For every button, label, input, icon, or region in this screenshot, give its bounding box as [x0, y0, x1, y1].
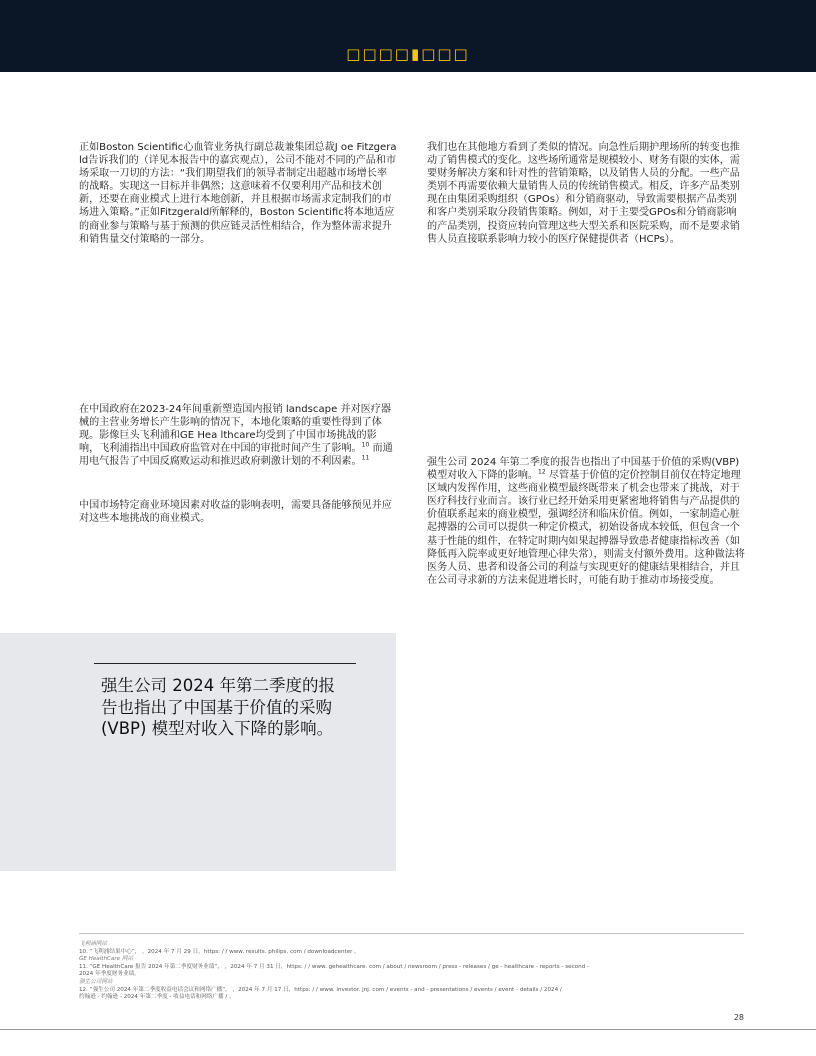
footnote-divider — [79, 933, 744, 934]
china-text-b: 而通用电气报告了中国反腐败运动和推迟政府刺激计划的不利因素。 — [79, 443, 393, 468]
footnote-11-continued: 2024 年季度财务业绩。 — [79, 971, 140, 978]
body-paragraph-sales-model: 我们也在其他地方看到了类似的情况。向急性后期护理场所的转变也推动了销售模式的变化。这些场所通常是规模较小、财务有限的实体，需要财务解决方案和针对性的营销策略，以及销售人员的分配。一些产品类别不再需要依赖大量销售人员的传统销售模式。相反，许多产品类别现在由集团采购组织（GPOs）和分销商驱动，导致需要根据产品类别和客户类别采取分段销售策略。例如，对于主要受GPOs和分销商影响的产品类别，投资应转向管理这些大型关系和医院采购，而不是要求销售人员直接联系影响力较小的医疗保健提供者（HCPs）。 — [427, 142, 740, 245]
footnote-12[interactable]: 12. “强生公司 2024 年第二季度收益电话会议和网络广播”， ，2024 年 7 月 17 日，https: / / www. investor. jnj. com / events - and - presentations / events / event - details / 2024 / — [79, 986, 562, 993]
footnote-source-jnj: 强生公司网站 — [79, 978, 113, 985]
footnote-12-continued: 约翰逊 - 约翰逊 - 2024 年第二季度 - 收益电话和网络广播 / 。 — [79, 994, 235, 1001]
footnote-ref-11[interactable]: 11 — [361, 455, 370, 463]
pull-quote-text: 强生公司 2024 年第二季度的报告也指出了中国基于价值的采购(VBP) 模型对收入下降的影响。 — [101, 676, 335, 738]
body-paragraph-china-reimbursement — [79, 403, 393, 468]
footer-rule — [0, 1029, 816, 1030]
body-paragraph-china-business-model: 中国市场特定商业环境因素对收益的影响表明，需要具备能够预见并应对这些本地挑战的商业模式。 — [79, 500, 392, 525]
footnote-11[interactable]: 11. “GE HealthCare 报告 2024 年第二季度财务业绩”， ，2024 年 7 月 31 日，https: / / www. gehealthcare. com / about / newsroom / press - releases / ge - healthcare - reports - second - — [79, 963, 589, 970]
footnote-source-ge: GE HealthCare 网站 — [79, 956, 134, 963]
jnj-text-b: 尽管基于价值的定价控制目前仅在特定地理区域内发挥作用，这些商业模型最终既带来了机会也带来了挑战，对于医疗科技行业而言。该行业已经开始采用更紧密地将销售与产品提供的价值联系起来的商业模型，强调经济和临床价值。例如，一家制造心脏起搏器的公司可以提供一种定价模式，初始设备成本较低，但包含一个基于性能的组件，在特定时期内如果起搏器导致患者健康指标改善（如降低再入院率或更好地管理心律失常），则需支付额外费用。这种做法将医务人员、患者和设备公司的利益与实现更好的健康结果相结合，并且在公司寻求新的方法来促进增长时，可能有助于推动市场接受度。 — [427, 470, 745, 586]
footnote-source-philips: 飞利浦网站 — [79, 941, 107, 947]
body-paragraph-jnj-vbp — [427, 456, 745, 587]
footnotes — [79, 941, 744, 1002]
body-paragraph-boston-scientific: 正如Boston Scientific心血管业务执行副总裁兼集团总裁J oe Fitzgerald告诉我们的（详见本报告中的嘉宾观点），公司不能对不同的产品和市场采取一刀切的方法：“我们期望我们的领导者制定出超越市场增长率的战略。实现这一目标并非偶然；这意味着不仅要利用产品和技术创新，还要在商业模式上进行本地创新，并且根据市场需求定制我们的市场进入策略。”正如Fitzgerald所解释的，Boston Scientific将本地适应的商业参与策略与基于预测的供应链灵活性相结合，作为整体需求提升和销售量交付策略的一部分。 — [79, 142, 397, 245]
section-title: □□□□▮□□□ — [346, 45, 470, 63]
footnote-ref-10[interactable]: 10 — [361, 441, 370, 449]
page-number: 28 — [733, 1013, 744, 1022]
top-banner — [0, 0, 816, 72]
china-text-a: 在中国政府在2023-24年间重新塑造国内报销 landscape 并对医疗器械的主营业务增长产生影响的情况下，本地化策略的重要性得到了体现。影像巨头飞利浦和GE Hea lthcare均受到了中国市场挑战的影响，飞利浦指出中国政府监管对在中国的审批时间产生了影响。 — [79, 404, 391, 455]
footnote-ref-12[interactable]: 12 — [538, 468, 546, 476]
jnj-text-a: 强生公司 2024 年第二季度的报告也指出了中国基于价值的采购(VBP) 模型对收入下降的影响。 — [427, 457, 740, 482]
pull-quote-box — [0, 633, 396, 871]
footnote-10[interactable]: 10. “飞利浦结果中心”， ，2024 年 7 月 29 日，https: / / www. results. philips. com / downloadcenter 。 — [79, 948, 360, 955]
pull-quote-rule — [94, 663, 356, 664]
